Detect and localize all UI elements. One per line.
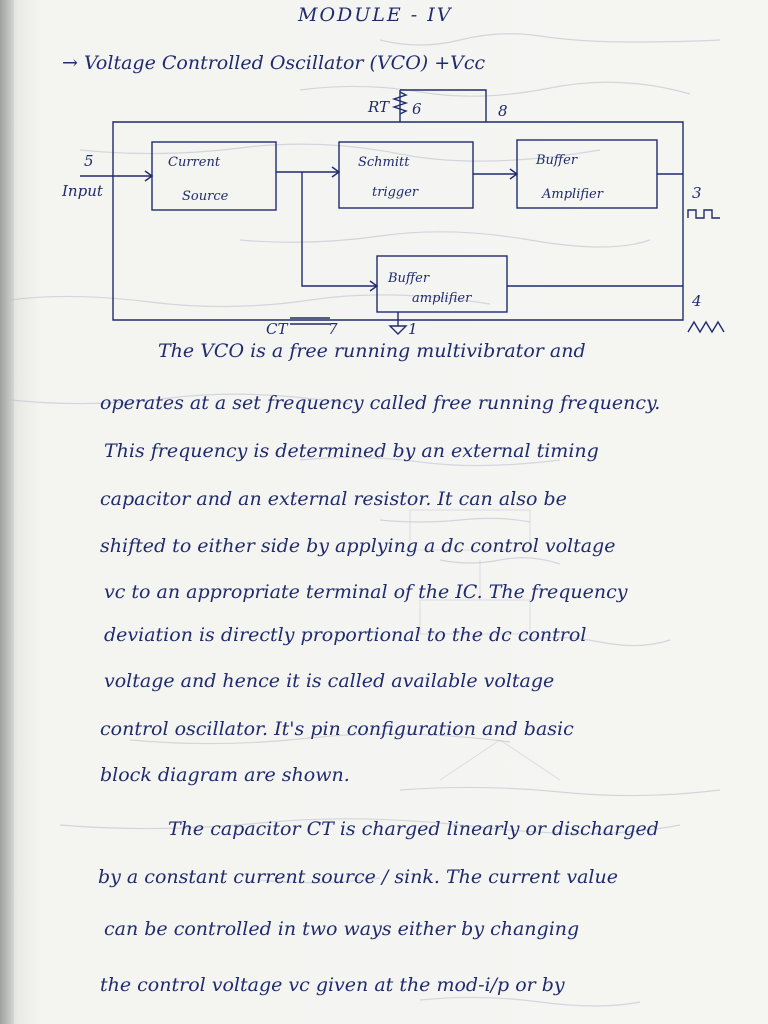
- section-heading: → Voltage Controlled Oscillator (VCO) +Vcc: [62, 52, 486, 74]
- paragraph-1-line-4: capacitor and an external resistor. It can also be: [100, 488, 567, 510]
- schmitt-label-1: Schmitt: [358, 155, 410, 170]
- paragraph-2-line-4: the control voltage vc given at the mod-i/p or by: [100, 974, 565, 996]
- schmitt-label-2: trigger: [372, 185, 419, 200]
- pin-4-label: 4: [692, 292, 702, 310]
- pin-6-label: 6: [412, 100, 422, 118]
- ct-label: CT: [266, 320, 288, 338]
- buffer-bottom-label-1: Buffer: [388, 271, 430, 286]
- pin-3-label: 3: [692, 184, 702, 202]
- buffer-top-label-2: Amplifier: [542, 187, 603, 202]
- vco-block-diagram: [0, 0, 768, 340]
- paragraph-1-line-8: voltage and hence it is called available voltage: [104, 670, 555, 692]
- paragraph-2-line-2: by a constant current source / sink. The current value: [98, 866, 618, 888]
- current-source-label-1: Current: [168, 155, 221, 170]
- module-title: MODULE - IV: [298, 4, 453, 26]
- pin-5-label: 5: [84, 152, 94, 170]
- pin-7-label: 7: [328, 320, 338, 338]
- paragraph-1-line-5: shifted to either side by applying a dc control voltage: [100, 535, 616, 557]
- buffer-bottom-label-2: amplifier: [412, 291, 472, 306]
- paragraph-1-line-9: control oscillator. It's pin configuration and basic: [100, 718, 574, 740]
- input-label: Input: [62, 182, 103, 200]
- rt-label: RT: [368, 98, 390, 116]
- paragraph-2-line-1: The capacitor CT is charged linearly or discharged: [168, 818, 659, 840]
- buffer-top-label-1: Buffer: [536, 153, 578, 168]
- current-source-label-2: Source: [182, 189, 229, 204]
- paragraph-1-line-3: This frequency is determined by an external timing: [104, 440, 599, 462]
- paragraph-1-line-2: operates at a set frequency called free running frequency.: [100, 392, 661, 414]
- paragraph-1-line-7: deviation is directly proportional to the dc control: [104, 624, 587, 646]
- paragraph-2-line-3: can be controlled in two ways either by changing: [104, 918, 580, 940]
- pin-1-label: 1: [408, 320, 418, 338]
- paragraph-1-line-1: The VCO is a free running multivibrator and: [158, 340, 586, 362]
- pin-8-label: 8: [498, 102, 508, 120]
- paragraph-1-line-10: block diagram are shown.: [100, 764, 350, 786]
- paragraph-1-line-6: vc to an appropriate terminal of the IC. The frequency: [104, 581, 628, 603]
